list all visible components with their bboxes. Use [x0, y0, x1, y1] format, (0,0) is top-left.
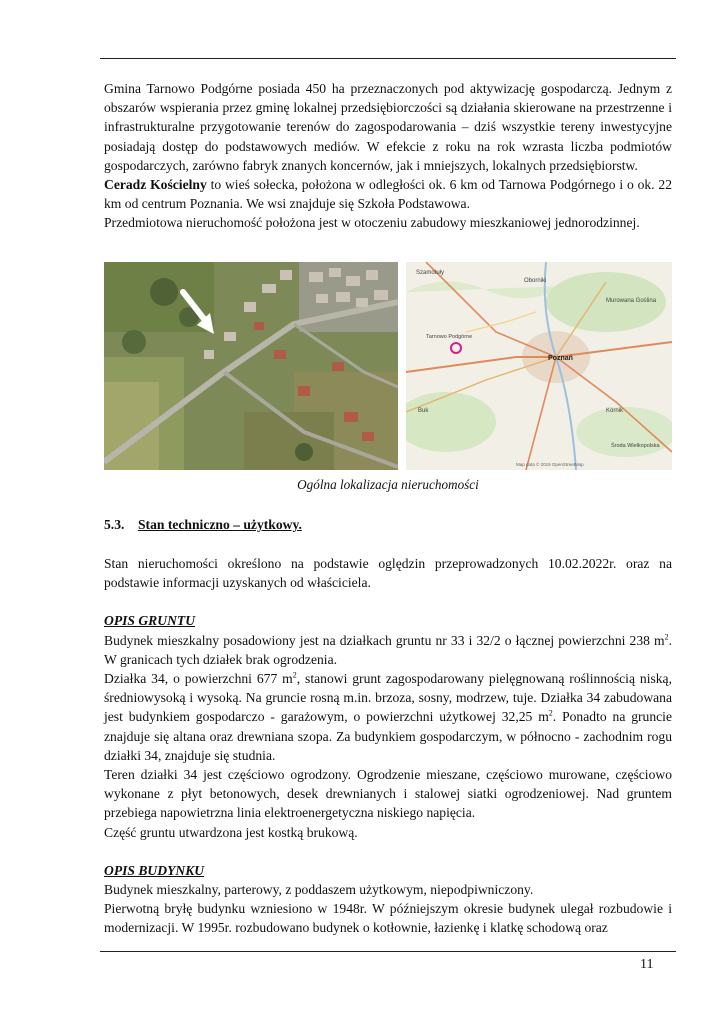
grunt-p1-after: . W granicach tych działek brak ogrodzenia. [104, 632, 672, 667]
grunt-p2-sup1: 2 [292, 670, 297, 680]
budynek-paragraph-1: Budynek mieszkalny, parterowy, z poddaszem użytkowym, niepodpiwniczony. [104, 882, 534, 898]
map-label-murowana-goslina: Murowana Goślina [606, 297, 657, 304]
map-label-buk: Buk [418, 407, 429, 414]
grunt-p2-a: Działka 34, o powierzchni 677 m [104, 671, 293, 687]
section-title: Stan techniczno – użytkowy. [138, 516, 302, 532]
opis-budynku-heading: OPIS BUDYNKU [104, 862, 205, 878]
grunt-paragraph-4: Część gruntu utwardzona jest kostką brukową. [104, 824, 358, 840]
map-label-tarnowo: Tarnowo Podgórne [426, 333, 473, 340]
location-figures [104, 262, 672, 470]
section-heading [104, 515, 672, 534]
grunt-p2-b: , stanowi grunt zagospodarowany pielęgnowaną roślinnością niską, średniowysoką i wysoką. Na gruncie rosną m.in. brzoza, sosny, modrzew, tuje. Działka 34 zabudowana jest budynkiem gospodarczo - garażowym, o powierzchni użytkowej 32,25 m [104, 671, 672, 725]
map-label-kornik: Kórnik [606, 407, 624, 414]
village-text: to wieś sołecka, położona w odległości ok. 6 km od Tarnowa Podgórnego i o ok. 22 km od centrum Poznania. We wsi znajduje się Szkoła Podstawowa. [104, 177, 672, 212]
grunt-p2-sup2: 2 [548, 708, 553, 718]
grunt-p1-sup: 2 [664, 632, 669, 642]
page-number: 11 [640, 957, 654, 972]
document-body [104, 79, 672, 938]
inspection-paragraph: Stan nieruchomości określono na podstawie oględzin przeprowadzonych 10.02.2022r. oraz na podstawie informacji uzyskanych od właściciela. [104, 556, 672, 591]
footer-rule [100, 951, 676, 952]
map-label-oborniki: Oborniki [524, 277, 547, 284]
grunt-paragraph-3: Teren działki 34 jest częściowo ogrodzony. Ogrodzenie mieszane, częściowo murowane, częściowo wykonane z płyt betonowych, desek drewnianych i stalowej siatki ogrodzeniowej. Nad gruntem przebiega napowietrzna linia elektroenergetyczna niskiego napięcia. [104, 767, 672, 821]
location-map [406, 262, 672, 470]
opis-gruntu-heading: OPIS GRUNTU [104, 613, 196, 629]
budynek-paragraph-2: Pierwotną bryłę budynku wzniesiono w 1948r. W późniejszym okresie budynek ulegał rozbudowie i modernizacji. W 1995r. rozbudowano budynek o kotłownie, łazienkę i klatkę schodową oraz [104, 901, 672, 936]
grunt-p2-c: . Ponadto na gruncie znajduje się altana oraz drewniana szopa. Za budynkiem gospodarczym, w północno - zachodnim rogu działki 34, znajduje się studnia. [104, 709, 672, 763]
aerial-photo [104, 262, 398, 470]
grunt-paragraph-1 [104, 631, 672, 669]
surroundings-paragraph: Przedmiotowa nieruchomość położona jest w otoczeniu zabudowy mieszkaniowej jednorodzinnej. [104, 215, 640, 231]
map-label-szamotuly: Szamotuły [416, 269, 445, 276]
grunt-paragraph-2 [104, 669, 672, 765]
village-paragraph [104, 175, 672, 213]
section-number: 5.3. [104, 516, 125, 532]
grunt-p1-text: Budynek mieszkalny posadowiony jest na działkach gruntu nr 33 i 32/2 o łącznej powierzchni 238 m [104, 632, 665, 648]
village-name: Ceradz Kościelny [104, 177, 207, 193]
map-attribution: Map data © 2019 OpenStreetMap [516, 461, 584, 467]
intro-paragraph: Gmina Tarnowo Podgórne posiada 450 ha przeznaczonych pod aktywizację gospodarczą. Jednym z obszarów wspierania przez gminę lokalnej przedsiębiorczości są działania skierowane na przestrzenne i infrastrukturalne przygotowanie terenów do zagospodarowania – dziś wszystkie tereny inwestycyjne posiadają dostęp do podstawowych mediów. W efekcie z roku na rok wzrasta liczba podmiotów gospodarczych, zarówno fabryk znanych koncernów, jak i mniejszych, lokalnych przedsiębiorstw. [104, 81, 672, 173]
map-label-sroda: Środa Wielkopolska [611, 442, 660, 449]
figure-caption: Ogólna lokalizacja nieruchomości [297, 476, 479, 492]
header-rule [100, 58, 676, 59]
map-label-poznan: Poznań [548, 354, 573, 362]
